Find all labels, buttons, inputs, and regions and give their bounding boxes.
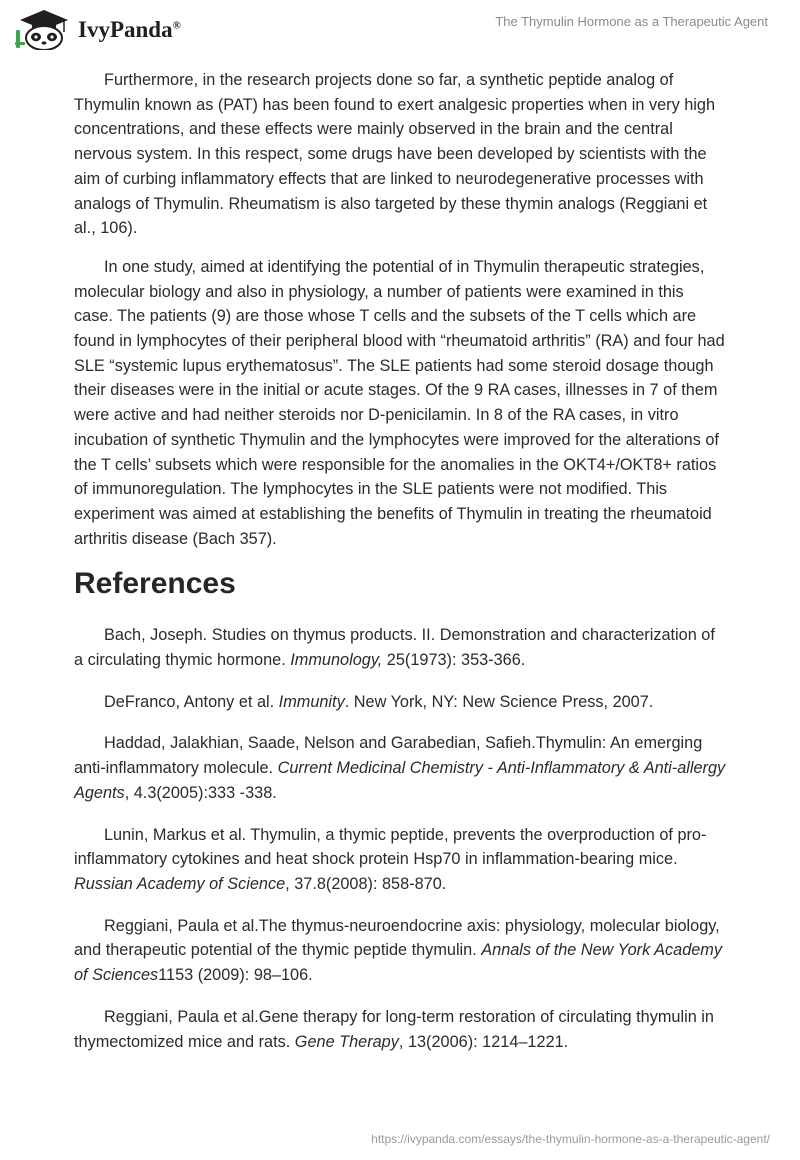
reference-item: Reggiani, Paula et al.The thymus-neuroendocrine axis: physiology, molecular biology, and therapeutic potential of the thymic peptide thymulin. Annals of the New York Academy of Sciences1153 (2009): 98–106. bbox=[74, 916, 723, 985]
essay-content bbox=[74, 68, 726, 1071]
reference-item: DeFranco, Antony et al. Immunity. New York, NY: New Science Press, 2007. bbox=[104, 692, 654, 711]
body-paragraph: In one study, aimed at identifying the potential of in Thymulin therapeutic strategies, molecular biology and also in physiology, a number of patients were examined in this case. The patients (9) are those whose T cells and the subsets of the T cells which are found in lymphocytes of their peripheral blood with “rheumatoid arthritis” (RA) and four had SLE “systemic lupus erythematosus”. The SLE patients had some steroid dosage though their diseases were in the initial or acute stages. Of the 9 RA cases, illnesses in 7 of them were active and had neither steroids nor D-penicilamin. In 8 of the RA cases, in vitro incubation of synthetic Thymulin and the lymphocytes were improved for the alterations of the T cells’ subsets which were responsible for the anomalies in the OKT4+/OKT8+ ratios of immunoregulation. The lymphocytes in the SLE patients were not modified. This experiment was aimed at establishing the benefits of Thymulin in treating the rheumatoid arthritis disease (Bach 357). bbox=[74, 257, 725, 548]
reference-item: Lunin, Markus et al. Thymulin, a thymic peptide, prevents the overproduction of pro-inflammatory cytokines and heat shock protein Hsp70 in inflammation-bearing mice. Russian Academy of Science, 37.8(2008): 858-870. bbox=[74, 825, 707, 893]
body-paragraph: Furthermore, in the research projects done so far, a synthetic peptide analog of Thymulin known as (PAT) has been found to exert analgesic properties when in very high concentrations, and these effects were mainly observed in the brain and the central nervous system. In this respect, some drugs have been developed by scientists with the aim of curbing inflammatory effects that are linked to neurodegenerative processes with analogs of Thymulin. Rheumatism is also targeted by these thymin analogs (Reggiani et al., 106). bbox=[74, 71, 716, 238]
panda-mascot-icon bbox=[14, 8, 74, 50]
source-url[interactable]: https://ivypanda.com/essays/the-thymulin-hormone-as-a-therapeutic-agent/ bbox=[371, 1132, 770, 1146]
document-title: The Thymulin Hormone as a Therapeutic Agent bbox=[495, 14, 768, 29]
brand-name: IvyPanda® bbox=[78, 17, 181, 42]
reference-item: Reggiani, Paula et al.Gene therapy for long-term restoration of circulating thymulin in thymectomized mice and rats. Gene Therapy, 13(2006): 1214–1221. bbox=[74, 1007, 714, 1051]
references-heading: References bbox=[74, 567, 236, 601]
ivypanda-logo[interactable] bbox=[14, 8, 181, 50]
reference-item: Bach, Joseph. Studies on thymus products. II. Demonstration and characterization of a circulating thymic hormone. Immunology, 25(1973): 353-366. bbox=[74, 626, 715, 670]
reference-item: Haddad, Jalakhian, Saade, Nelson and Garabedian, Safieh.Thymulin: An emerging anti-inflammatory molecule. Current Medicinal Chemistry - Anti-Inflammatory & Anti-allergy Agents, 4.3(2005):333 -338. bbox=[74, 734, 726, 802]
page-header bbox=[0, 0, 800, 60]
